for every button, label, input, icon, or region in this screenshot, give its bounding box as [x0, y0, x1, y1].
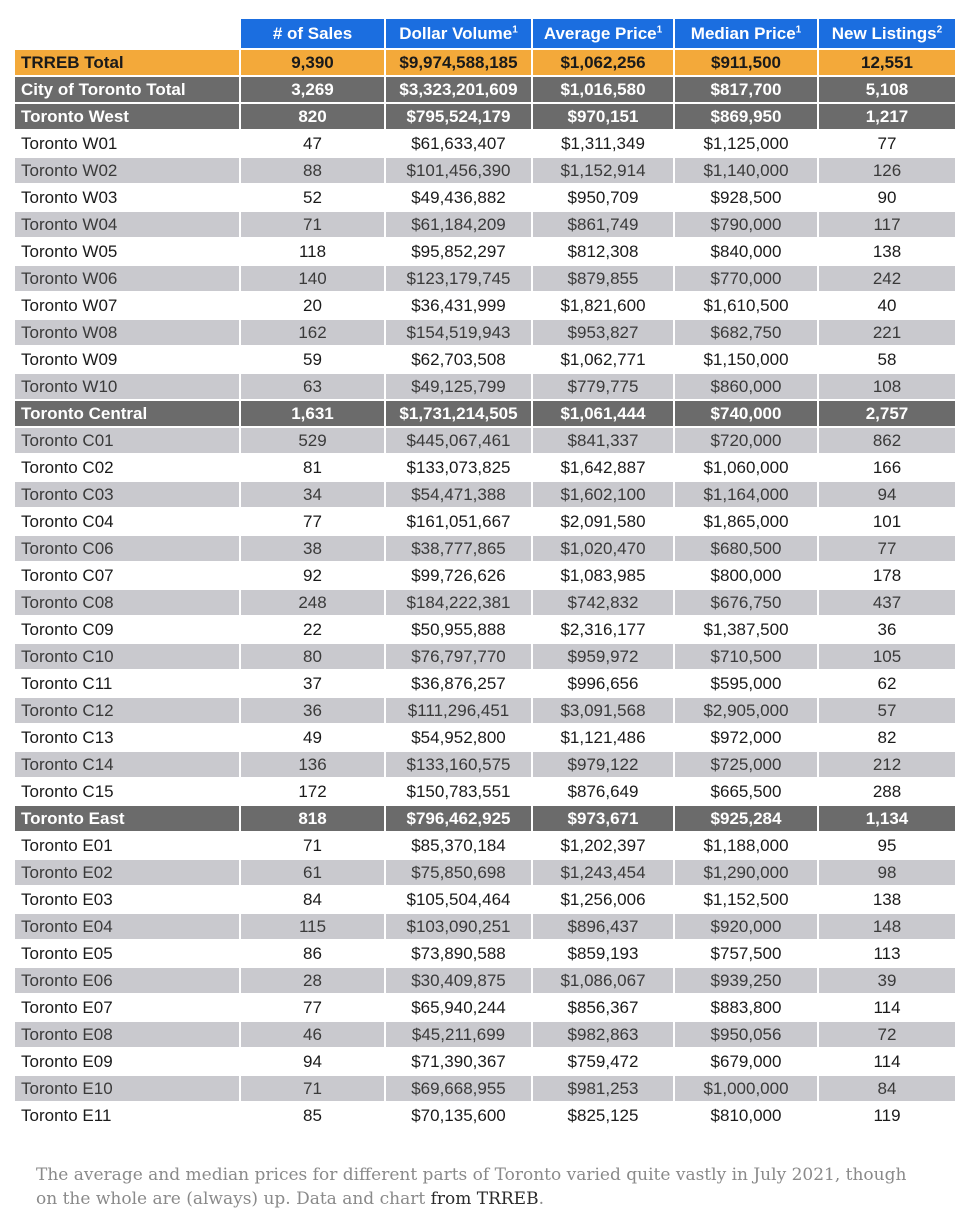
- average-price-cell: $779,775: [533, 374, 675, 401]
- area-name-cell: Toronto E05: [15, 941, 241, 968]
- average-price-cell: $742,832: [533, 590, 675, 617]
- dollar-volume-cell: $36,431,999: [386, 293, 533, 320]
- table-row: [15, 914, 955, 941]
- median-price-cell: $1,610,500: [675, 293, 819, 320]
- area-name-cell: Toronto W07: [15, 293, 241, 320]
- median-price-cell: $925,284: [675, 806, 819, 833]
- new-listings-cell: 62: [819, 671, 955, 698]
- dollar-volume-cell: $111,296,451: [386, 698, 533, 725]
- median-price-cell: $883,800: [675, 995, 819, 1022]
- new-listings-cell: 90: [819, 185, 955, 212]
- new-listings-cell: 166: [819, 455, 955, 482]
- dollar-volume-cell: $38,777,865: [386, 536, 533, 563]
- average-price-cell: $1,311,349: [533, 131, 675, 158]
- dollar-volume-cell: $3,323,201,609: [386, 77, 533, 104]
- median-price-cell: $1,188,000: [675, 833, 819, 860]
- sales-count-cell: 36: [241, 698, 386, 725]
- average-price-cell: $981,253: [533, 1076, 675, 1103]
- median-price-cell: $950,056: [675, 1022, 819, 1049]
- average-price-cell: $959,972: [533, 644, 675, 671]
- median-price-cell: $725,000: [675, 752, 819, 779]
- median-price-cell: $817,700: [675, 77, 819, 104]
- median-price-cell: $800,000: [675, 563, 819, 590]
- table-row: [15, 320, 955, 347]
- median-price-cell: $840,000: [675, 239, 819, 266]
- table-row: [15, 698, 955, 725]
- dollar-volume-cell: $76,797,770: [386, 644, 533, 671]
- area-name-cell: Toronto W02: [15, 158, 241, 185]
- sales-count-cell: 28: [241, 968, 386, 995]
- median-price-cell: $1,140,000: [675, 158, 819, 185]
- dollar-volume-cell: $99,726,626: [386, 563, 533, 590]
- sales-count-cell: 71: [241, 833, 386, 860]
- area-name-cell: Toronto E04: [15, 914, 241, 941]
- dollar-volume-cell: $73,890,588: [386, 941, 533, 968]
- median-price-cell: $911,500: [675, 50, 819, 77]
- average-price-cell: $861,749: [533, 212, 675, 239]
- median-price-cell: $1,290,000: [675, 860, 819, 887]
- dollar-volume-cell: $95,852,297: [386, 239, 533, 266]
- average-price-cell: $996,656: [533, 671, 675, 698]
- average-price-cell: $1,821,600: [533, 293, 675, 320]
- new-listings-cell: 148: [819, 914, 955, 941]
- area-name-cell: Toronto W08: [15, 320, 241, 347]
- dollar-volume-cell: $69,668,955: [386, 1076, 533, 1103]
- new-listings-cell: 114: [819, 1049, 955, 1076]
- area-name-cell: Toronto W06: [15, 266, 241, 293]
- sales-count-cell: 85: [241, 1103, 386, 1130]
- table-row: [15, 752, 955, 779]
- average-price-cell: $1,152,914: [533, 158, 675, 185]
- dollar-volume-cell: $796,462,925: [386, 806, 533, 833]
- new-listings-cell: 84: [819, 1076, 955, 1103]
- table-row: [15, 563, 955, 590]
- sales-count-cell: 818: [241, 806, 386, 833]
- area-name-cell: Toronto E11: [15, 1103, 241, 1130]
- sales-count-cell: 88: [241, 158, 386, 185]
- median-price-cell: $720,000: [675, 428, 819, 455]
- new-listings-cell: 212: [819, 752, 955, 779]
- table-body: [15, 50, 955, 1130]
- new-listings-cell: 437: [819, 590, 955, 617]
- new-listings-cell: 72: [819, 1022, 955, 1049]
- dollar-volume-cell: $54,471,388: [386, 482, 533, 509]
- median-price-cell: $1,060,000: [675, 455, 819, 482]
- median-price-cell: $1,152,500: [675, 887, 819, 914]
- average-price-cell: $876,649: [533, 779, 675, 806]
- sales-count-cell: 92: [241, 563, 386, 590]
- sales-count-cell: 22: [241, 617, 386, 644]
- dollar-volume-cell: $85,370,184: [386, 833, 533, 860]
- area-name-cell: Toronto West: [15, 104, 241, 131]
- caption-suffix: .: [538, 1189, 544, 1209]
- subtotal-row: [15, 401, 955, 428]
- average-price-cell: $859,193: [533, 941, 675, 968]
- dollar-volume-cell: $103,090,251: [386, 914, 533, 941]
- new-listings-cell: 117: [819, 212, 955, 239]
- median-price-cell: $680,500: [675, 536, 819, 563]
- table-row: [15, 212, 955, 239]
- average-price-cell: $1,062,771: [533, 347, 675, 374]
- new-listings-cell: 58: [819, 347, 955, 374]
- average-price-cell: $3,091,568: [533, 698, 675, 725]
- average-price-cell: $1,086,067: [533, 968, 675, 995]
- area-name-cell: Toronto C06: [15, 536, 241, 563]
- area-name-cell: Toronto Central: [15, 401, 241, 428]
- table-row: [15, 131, 955, 158]
- dollar-volume-cell: $150,783,551: [386, 779, 533, 806]
- new-listings-cell: 138: [819, 239, 955, 266]
- table-row: [15, 1022, 955, 1049]
- new-listings-cell: 2,757: [819, 401, 955, 428]
- dollar-volume-cell: $36,876,257: [386, 671, 533, 698]
- area-name-cell: Toronto E09: [15, 1049, 241, 1076]
- area-name-cell: Toronto W04: [15, 212, 241, 239]
- dollar-volume-cell: $49,125,799: [386, 374, 533, 401]
- new-listings-cell: 114: [819, 995, 955, 1022]
- new-listings-cell: 36: [819, 617, 955, 644]
- new-listings-cell: 1,217: [819, 104, 955, 131]
- total-row: [15, 50, 955, 77]
- sales-count-cell: 71: [241, 212, 386, 239]
- new-listings-cell: 862: [819, 428, 955, 455]
- dollar-volume-cell: $101,456,390: [386, 158, 533, 185]
- table-row: [15, 860, 955, 887]
- median-price-cell: $1,125,000: [675, 131, 819, 158]
- dollar-volume-cell: $184,222,381: [386, 590, 533, 617]
- dollar-volume-cell: $445,067,461: [386, 428, 533, 455]
- table-row: [15, 725, 955, 752]
- dollar-volume-cell: $1,731,214,505: [386, 401, 533, 428]
- figure-caption: [36, 1163, 916, 1211]
- sales-count-cell: 34: [241, 482, 386, 509]
- area-name-cell: Toronto C11: [15, 671, 241, 698]
- average-price-cell: $1,121,486: [533, 725, 675, 752]
- new-listings-cell: 119: [819, 1103, 955, 1130]
- area-name-cell: Toronto C03: [15, 482, 241, 509]
- dollar-volume-cell: $45,211,699: [386, 1022, 533, 1049]
- average-price-cell: $1,062,256: [533, 50, 675, 77]
- area-name-cell: Toronto C09: [15, 617, 241, 644]
- sales-count-cell: 59: [241, 347, 386, 374]
- sales-count-cell: 80: [241, 644, 386, 671]
- average-price-cell: $896,437: [533, 914, 675, 941]
- new-listings-cell: 39: [819, 968, 955, 995]
- dollar-volume-cell: $61,184,209: [386, 212, 533, 239]
- sales-count-cell: 118: [241, 239, 386, 266]
- average-price-cell: $1,061,444: [533, 401, 675, 428]
- median-price-cell: $810,000: [675, 1103, 819, 1130]
- sales-count-cell: 86: [241, 941, 386, 968]
- area-name-cell: Toronto C13: [15, 725, 241, 752]
- average-price-cell: $982,863: [533, 1022, 675, 1049]
- sales-count-cell: 84: [241, 887, 386, 914]
- sales-count-cell: 1,631: [241, 401, 386, 428]
- average-price-cell: $1,016,580: [533, 77, 675, 104]
- caption-text: The average and median prices for different parts of Toronto varied quite vastly in July 2021, though on the whole are (always) up. Data and chart: [36, 1165, 907, 1209]
- area-name-cell: Toronto E07: [15, 995, 241, 1022]
- dollar-volume-cell: $105,504,464: [386, 887, 533, 914]
- average-price-cell: $970,151: [533, 104, 675, 131]
- table-row: [15, 779, 955, 806]
- table-row: [15, 374, 955, 401]
- new-listings-cell: 105: [819, 644, 955, 671]
- area-name-cell: Toronto E02: [15, 860, 241, 887]
- area-name-cell: Toronto E08: [15, 1022, 241, 1049]
- dollar-volume-cell: $70,135,600: [386, 1103, 533, 1130]
- table-row: [15, 833, 955, 860]
- area-name-cell: Toronto C08: [15, 590, 241, 617]
- table-row: [15, 941, 955, 968]
- table-row: [15, 644, 955, 671]
- sales-count-cell: 63: [241, 374, 386, 401]
- dollar-volume-cell: $61,633,407: [386, 131, 533, 158]
- table-row: [15, 1103, 955, 1130]
- area-name-cell: Toronto W03: [15, 185, 241, 212]
- new-listings-cell: 5,108: [819, 77, 955, 104]
- median-price-cell: $1,000,000: [675, 1076, 819, 1103]
- sales-count-cell: 71: [241, 1076, 386, 1103]
- header-new-listings: New Listings$^2$: [819, 19, 955, 50]
- average-price-cell: $950,709: [533, 185, 675, 212]
- new-listings-cell: 126: [819, 158, 955, 185]
- header-blank: [15, 19, 241, 50]
- average-price-cell: $1,020,470: [533, 536, 675, 563]
- average-price-cell: $879,855: [533, 266, 675, 293]
- average-price-cell: $1,083,985: [533, 563, 675, 590]
- new-listings-cell: 101: [819, 509, 955, 536]
- dollar-volume-cell: $50,955,888: [386, 617, 533, 644]
- table-row: [15, 509, 955, 536]
- table-row: [15, 347, 955, 374]
- subtotal-row: [15, 104, 955, 131]
- new-listings-cell: 138: [819, 887, 955, 914]
- table-row: [15, 1076, 955, 1103]
- subtotal-row: [15, 77, 955, 104]
- new-listings-cell: 98: [819, 860, 955, 887]
- average-price-cell: $1,256,006: [533, 887, 675, 914]
- average-price-cell: $979,122: [533, 752, 675, 779]
- dollar-volume-cell: $65,940,244: [386, 995, 533, 1022]
- dollar-volume-cell: $71,390,367: [386, 1049, 533, 1076]
- median-price-cell: $939,250: [675, 968, 819, 995]
- area-name-cell: Toronto W09: [15, 347, 241, 374]
- average-price-cell: $1,243,454: [533, 860, 675, 887]
- sales-count-cell: 172: [241, 779, 386, 806]
- average-price-cell: $856,367: [533, 995, 675, 1022]
- sales-count-cell: 140: [241, 266, 386, 293]
- sales-count-cell: 820: [241, 104, 386, 131]
- table-row: [15, 158, 955, 185]
- average-price-cell: $953,827: [533, 320, 675, 347]
- sales-count-cell: 3,269: [241, 77, 386, 104]
- median-price-cell: $1,164,000: [675, 482, 819, 509]
- sales-count-cell: 94: [241, 1049, 386, 1076]
- table-row: [15, 590, 955, 617]
- average-price-cell: $973,671: [533, 806, 675, 833]
- area-name-cell: Toronto C15: [15, 779, 241, 806]
- table-row: [15, 185, 955, 212]
- table-row: [15, 995, 955, 1022]
- median-price-cell: $1,387,500: [675, 617, 819, 644]
- dollar-volume-cell: $62,703,508: [386, 347, 533, 374]
- dollar-volume-cell: $30,409,875: [386, 968, 533, 995]
- table-row: [15, 455, 955, 482]
- sales-count-cell: 47: [241, 131, 386, 158]
- new-listings-cell: 77: [819, 536, 955, 563]
- new-listings-cell: 12,551: [819, 50, 955, 77]
- average-price-cell: $2,091,580: [533, 509, 675, 536]
- median-price-cell: $928,500: [675, 185, 819, 212]
- median-price-cell: $1,865,000: [675, 509, 819, 536]
- area-name-cell: Toronto C10: [15, 644, 241, 671]
- average-price-cell: $1,602,100: [533, 482, 675, 509]
- source-link[interactable]: from TRREB: [430, 1189, 539, 1209]
- new-listings-cell: 95: [819, 833, 955, 860]
- sales-count-cell: 38: [241, 536, 386, 563]
- average-price-cell: $812,308: [533, 239, 675, 266]
- table-row: [15, 482, 955, 509]
- dollar-volume-cell: $54,952,800: [386, 725, 533, 752]
- table-row: [15, 671, 955, 698]
- new-listings-cell: 108: [819, 374, 955, 401]
- median-price-cell: $710,500: [675, 644, 819, 671]
- table-row: [15, 536, 955, 563]
- area-name-cell: Toronto C12: [15, 698, 241, 725]
- table-row: [15, 428, 955, 455]
- sales-count-cell: 37: [241, 671, 386, 698]
- dollar-volume-cell: $161,051,667: [386, 509, 533, 536]
- table-row: [15, 887, 955, 914]
- dollar-volume-cell: $75,850,698: [386, 860, 533, 887]
- sales-count-cell: 115: [241, 914, 386, 941]
- dollar-volume-cell: $9,974,588,185: [386, 50, 533, 77]
- dollar-volume-cell: $49,436,882: [386, 185, 533, 212]
- area-name-cell: Toronto W05: [15, 239, 241, 266]
- header-average-price: Average Price$^1$: [533, 19, 675, 50]
- sales-count-cell: 529: [241, 428, 386, 455]
- header-median-price: Median Price$^1$: [675, 19, 819, 50]
- new-listings-cell: 77: [819, 131, 955, 158]
- area-name-cell: Toronto E10: [15, 1076, 241, 1103]
- sales-count-cell: 46: [241, 1022, 386, 1049]
- median-price-cell: $869,950: [675, 104, 819, 131]
- median-price-cell: $740,000: [675, 401, 819, 428]
- median-price-cell: $665,500: [675, 779, 819, 806]
- new-listings-cell: 40: [819, 293, 955, 320]
- average-price-cell: $2,316,177: [533, 617, 675, 644]
- header-sales: # of Sales: [241, 19, 386, 50]
- sales-count-cell: 49: [241, 725, 386, 752]
- median-price-cell: $1,150,000: [675, 347, 819, 374]
- average-price-cell: $841,337: [533, 428, 675, 455]
- sales-count-cell: 136: [241, 752, 386, 779]
- table-row: [15, 968, 955, 995]
- new-listings-cell: 178: [819, 563, 955, 590]
- median-price-cell: $595,000: [675, 671, 819, 698]
- new-listings-cell: 57: [819, 698, 955, 725]
- median-price-cell: $682,750: [675, 320, 819, 347]
- sales-count-cell: 77: [241, 995, 386, 1022]
- sales-count-cell: 81: [241, 455, 386, 482]
- median-price-cell: $972,000: [675, 725, 819, 752]
- new-listings-cell: 113: [819, 941, 955, 968]
- sales-count-cell: 9,390: [241, 50, 386, 77]
- new-listings-cell: 1,134: [819, 806, 955, 833]
- new-listings-cell: 242: [819, 266, 955, 293]
- dollar-volume-cell: $123,179,745: [386, 266, 533, 293]
- dollar-volume-cell: $154,519,943: [386, 320, 533, 347]
- average-price-cell: $1,202,397: [533, 833, 675, 860]
- sales-count-cell: 61: [241, 860, 386, 887]
- area-name-cell: Toronto E03: [15, 887, 241, 914]
- table-row: [15, 239, 955, 266]
- area-name-cell: Toronto W10: [15, 374, 241, 401]
- median-price-cell: $860,000: [675, 374, 819, 401]
- sales-count-cell: 77: [241, 509, 386, 536]
- median-price-cell: $757,500: [675, 941, 819, 968]
- sales-count-cell: 20: [241, 293, 386, 320]
- median-price-cell: $679,000: [675, 1049, 819, 1076]
- area-name-cell: Toronto C02: [15, 455, 241, 482]
- table-row: [15, 617, 955, 644]
- median-price-cell: $676,750: [675, 590, 819, 617]
- area-name-cell: Toronto C14: [15, 752, 241, 779]
- area-name-cell: Toronto E06: [15, 968, 241, 995]
- area-name-cell: City of Toronto Total: [15, 77, 241, 104]
- average-price-cell: $825,125: [533, 1103, 675, 1130]
- median-price-cell: $770,000: [675, 266, 819, 293]
- dollar-volume-cell: $133,160,575: [386, 752, 533, 779]
- new-listings-cell: 221: [819, 320, 955, 347]
- sales-table-container: [15, 19, 955, 1130]
- area-name-cell: Toronto E01: [15, 833, 241, 860]
- median-price-cell: $920,000: [675, 914, 819, 941]
- sales-count-cell: 162: [241, 320, 386, 347]
- subtotal-row: [15, 806, 955, 833]
- header-dollar-volume: Dollar Volume$^1$: [386, 19, 533, 50]
- dollar-volume-cell: $795,524,179: [386, 104, 533, 131]
- median-price-cell: $2,905,000: [675, 698, 819, 725]
- area-name-cell: Toronto East: [15, 806, 241, 833]
- area-name-cell: Toronto W01: [15, 131, 241, 158]
- table-row: [15, 1049, 955, 1076]
- dollar-volume-cell: $133,073,825: [386, 455, 533, 482]
- average-price-cell: $759,472: [533, 1049, 675, 1076]
- sales-count-cell: 248: [241, 590, 386, 617]
- area-name-cell: TRREB Total: [15, 50, 241, 77]
- new-listings-cell: 82: [819, 725, 955, 752]
- area-name-cell: Toronto C01: [15, 428, 241, 455]
- median-price-cell: $790,000: [675, 212, 819, 239]
- table-row: [15, 293, 955, 320]
- sales-table: [15, 19, 955, 1130]
- sales-count-cell: 52: [241, 185, 386, 212]
- table-row: [15, 266, 955, 293]
- new-listings-cell: 288: [819, 779, 955, 806]
- new-listings-cell: 94: [819, 482, 955, 509]
- table-header-row: [15, 19, 955, 50]
- area-name-cell: Toronto C07: [15, 563, 241, 590]
- average-price-cell: $1,642,887: [533, 455, 675, 482]
- area-name-cell: Toronto C04: [15, 509, 241, 536]
